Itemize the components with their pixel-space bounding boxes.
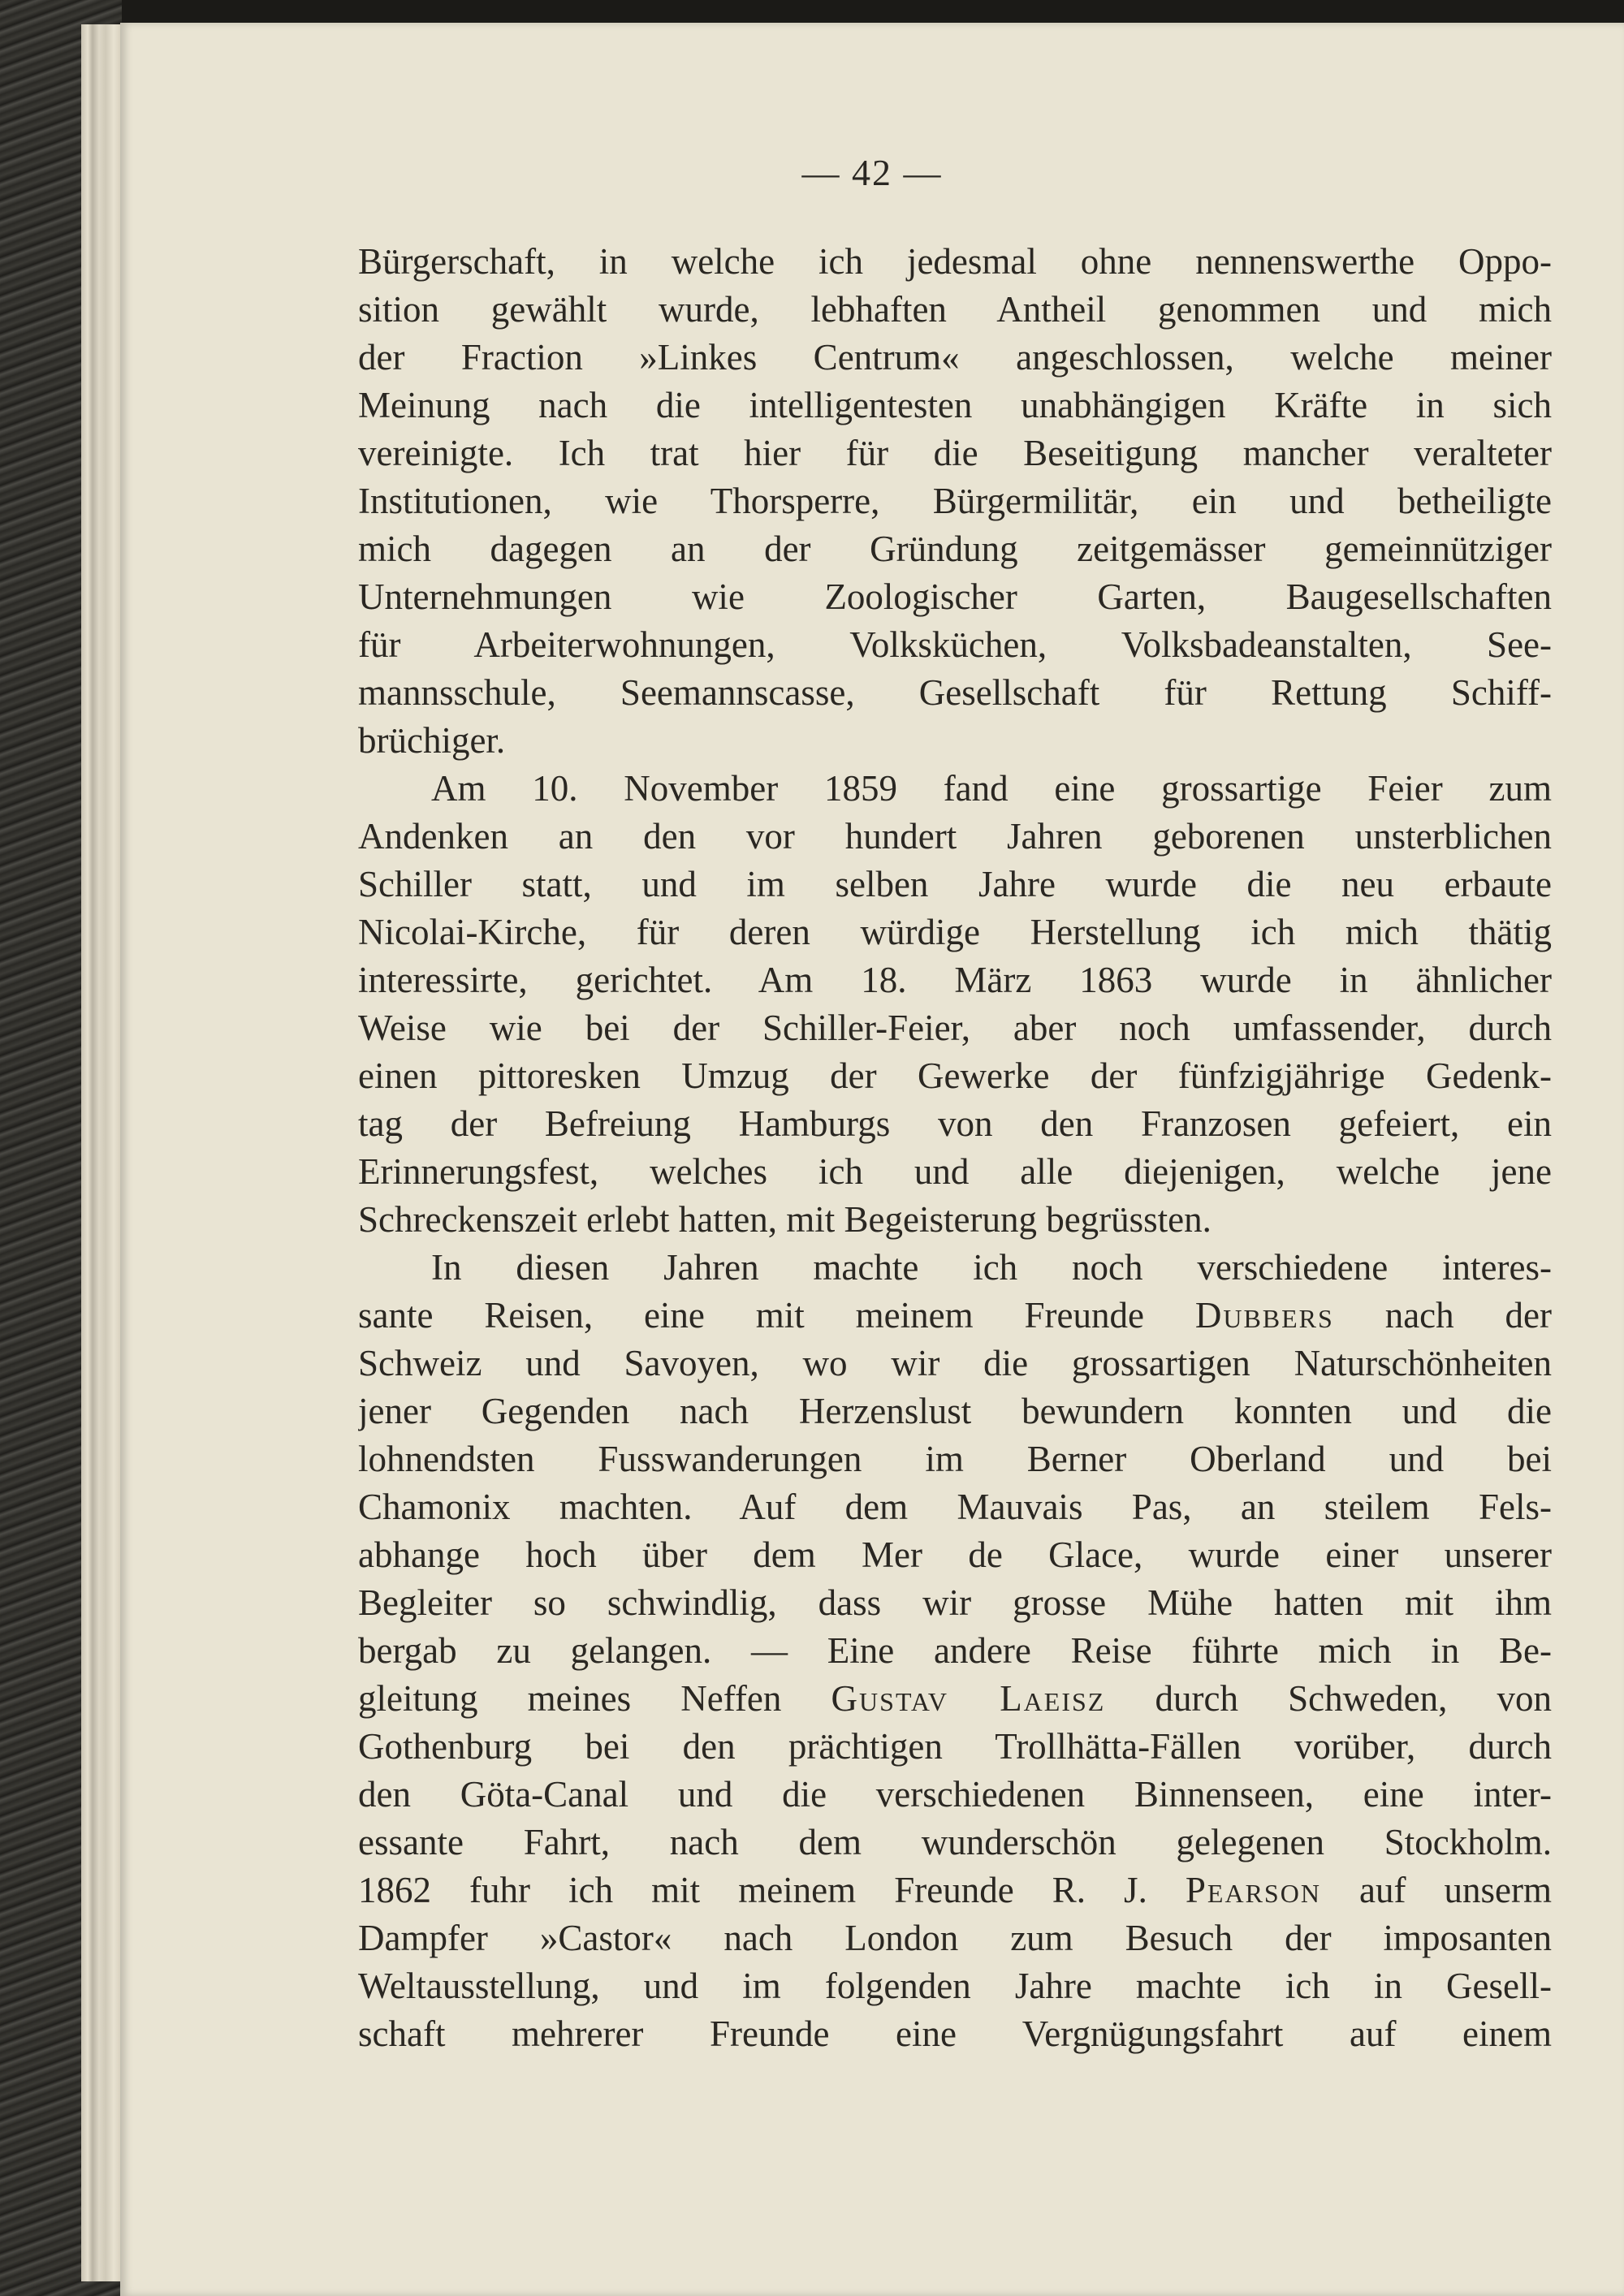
paragraph-end-line: brüchiger. <box>358 720 506 761</box>
text-line: bergab zu gelangen. — Eine andere Reise führte mich in Be- <box>358 1630 1552 1671</box>
text-line: Weltausstellung, und im folgenden Jahre machte ich in Gesell- <box>358 1966 1552 2006</box>
text-line: für Arbeiterwohnungen, Volksküchen, Volksbadeanstalten, See- <box>358 624 1552 665</box>
person-name-gustav-laeisz: Gustav Laeisz <box>831 1678 1106 1719</box>
text-line: Institutionen, wie Thorsperre, Bürgermilitär, ein und betheiligte <box>358 481 1552 521</box>
text-line: tag der Befreiung Hamburgs von den Franzosen gefeiert, ein <box>358 1103 1552 1144</box>
text-line: Andenken an den vor hundert Jahren geborenen unsterblichen <box>358 816 1552 857</box>
text-line: 1862 fuhr ich mit meinem Freunde R. J. Pearson auf unserm <box>358 1870 1552 1910</box>
text-line: Begleiter so schwindlig, dass wir grosse Mühe hatten mit ihm <box>358 1582 1552 1623</box>
book-page <box>120 23 1624 2296</box>
text-line: lohnendsten Fusswanderungen im Berner Oberland und bei <box>358 1439 1552 1479</box>
text-line: sition gewählt wurde, lebhaften Antheil genommen und mich <box>358 289 1552 330</box>
text-line: Weise wie bei der Schiller-Feier, aber noch umfassender, durch <box>358 1008 1552 1048</box>
text-line: Schiller statt, und im selben Jahre wurde die neu erbaute <box>358 864 1552 904</box>
paragraph-end-line: Schreckenszeit erlebt hatten, mit Begeisterung begrüssten. <box>358 1199 1212 1240</box>
paragraph-start-line: Am 10. November 1859 fand eine grossartige Feier zum <box>431 768 1552 809</box>
text-line: Nicolai-Kirche, für deren würdige Herstellung ich mich thätig <box>358 912 1552 952</box>
person-name-dubbers: Dubbers <box>1194 1295 1334 1336</box>
text-line: mich dagegen an der Gründung zeitgemässer gemeinnütziger <box>358 529 1552 569</box>
paragraph-start-line: In diesen Jahren machte ich noch verschiedene interes- <box>431 1247 1552 1288</box>
text-line: Gothenburg bei den prächtigen Trollhätta-Fällen vorüber, durch <box>358 1726 1552 1767</box>
text-line: Bürgerschaft, in welche ich jedesmal ohne nennenswerthe Oppo- <box>358 241 1552 282</box>
person-name-pearson: Pearson <box>1185 1870 1321 1910</box>
text-line: interessirte, gerichtet. Am 18. März 1863 wurde in ähnlicher <box>358 960 1552 1000</box>
page-stack-edge <box>81 24 120 2281</box>
page-number: — 42 — <box>801 152 943 193</box>
text-line: mannsschule, Seemannscasse, Gesellschaft für Rettung Schiff- <box>358 672 1552 713</box>
text-line: Chamonix machten. Auf dem Mauvais Pas, an steilem Fels- <box>358 1487 1552 1527</box>
body-text <box>358 238 1552 2058</box>
text-line: den Göta-Canal und die verschiedenen Binnenseen, eine inter- <box>358 1774 1552 1815</box>
text-line: abhange hoch über dem Mer de Glace, wurde einer unserer <box>358 1534 1552 1575</box>
text-line: jener Gegenden nach Herzenslust bewundern konnten und die <box>358 1391 1552 1431</box>
text-line: gleitung meines Neffen Gustav Laeisz durch Schweden, von <box>358 1678 1552 1719</box>
text-line: sante Reisen, eine mit meinem Freunde Dubbers nach der <box>358 1295 1552 1336</box>
text-line: einen pittoresken Umzug der Gewerke der fünfzigjährige Gedenk- <box>358 1055 1552 1096</box>
text-line: vereinigte. Ich trat hier für die Beseitigung mancher veralteter <box>358 433 1552 473</box>
text-line: Schweiz und Savoyen, wo wir die grossartigen Naturschönheiten <box>358 1343 1552 1383</box>
text-line: Erinnerungsfest, welches ich und alle diejenigen, welche jene <box>358 1151 1552 1192</box>
text-line: der Fraction »Linkes Centrum« angeschlossen, welche meiner <box>358 337 1552 378</box>
text-line: Unternehmungen wie Zoologischer Garten, Baugesellschaften <box>358 576 1552 617</box>
text-line: essante Fahrt, nach dem wunderschön gelegenen Stockholm. <box>358 1822 1552 1862</box>
text-line: schaft mehrerer Freunde eine Vergnügungsfahrt auf einem <box>358 2013 1552 2054</box>
text-line: Meinung nach die intelligentesten unabhängigen Kräfte in sich <box>358 385 1552 425</box>
text-line: Dampfer »Castor« nach London zum Besuch der imposanten <box>358 1918 1552 1958</box>
